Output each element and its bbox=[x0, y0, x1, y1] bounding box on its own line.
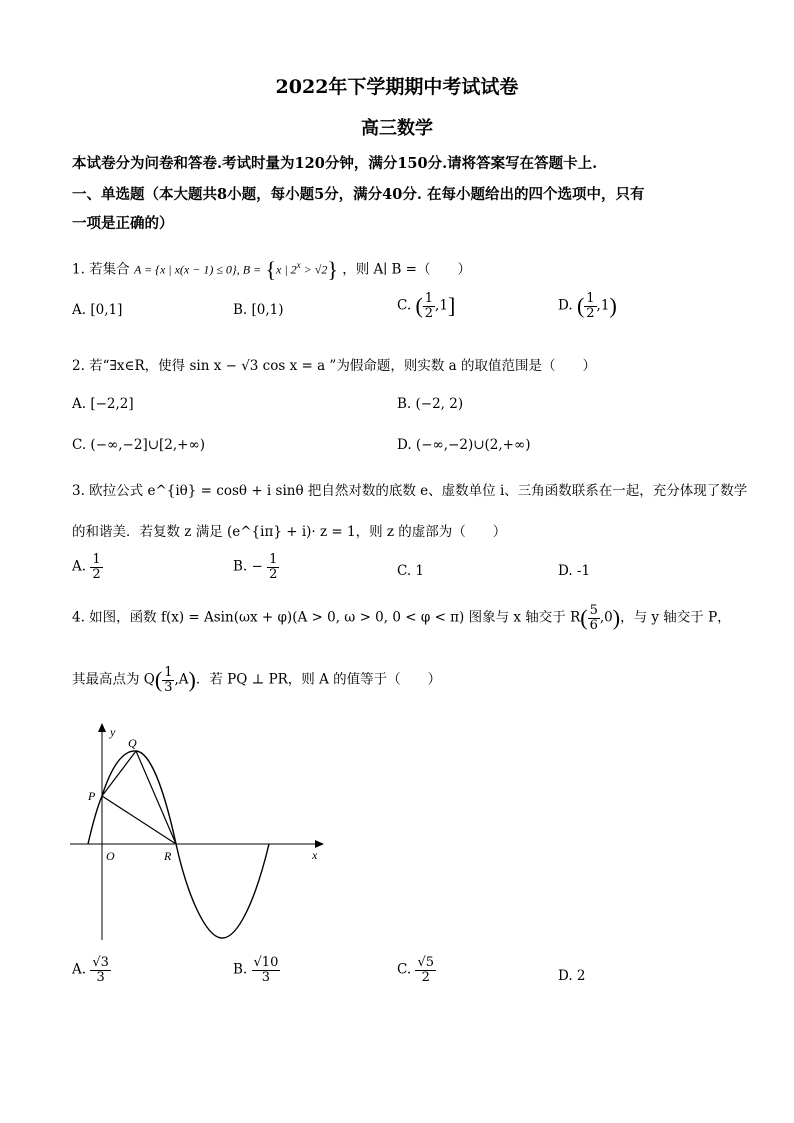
q4b-num: √10 bbox=[253, 955, 279, 970]
q3-option-d: D. -1 bbox=[558, 563, 591, 579]
q1-option-d: D. ( $\frac{1}{2}$ ,1) bbox=[558, 291, 617, 321]
page-subtitle: 高三数学 bbox=[361, 118, 433, 139]
label-x: x bbox=[312, 848, 318, 862]
question-4-stem-line2: 其最高点为 Q( $\frac{1}{3}$ ,A)．若 PQ ⊥ PR，则 A 的值等于（ ） bbox=[72, 665, 442, 695]
q1-brace-close: } bbox=[327, 257, 338, 282]
q3-option-b bbox=[233, 553, 279, 581]
label-r: R bbox=[164, 849, 172, 863]
q4-option-c bbox=[397, 956, 436, 984]
instructions: 本试卷分为问卷和答卷.考试时量为120分钟，满分150分.请将答案写在答题卡上. bbox=[72, 155, 598, 172]
q2-option-c: C. (−∞,−2]∪[2,+∞) bbox=[72, 437, 205, 453]
q1-math-b: x | 2 bbox=[276, 262, 297, 277]
segment-pr bbox=[102, 796, 176, 844]
q3b-den: 2 bbox=[269, 566, 278, 582]
q2-option-a: A. [−2,2] bbox=[72, 396, 134, 412]
q4-q-num: 1 bbox=[164, 665, 173, 680]
q1-brace-open: { bbox=[265, 257, 277, 282]
q1-math-exp: x bbox=[296, 260, 301, 270]
q3b-label: B. − bbox=[233, 558, 263, 575]
question-3-stem-line1: 3. 欧拉公式 e^{iθ} = cosθ + i sinθ 把自然对数的底数 e、虚数单位 i、三角函数联系在一起，充分体现了数学 bbox=[72, 483, 748, 499]
q4c-num: √5 bbox=[417, 955, 434, 970]
q1c-tail: ,1 bbox=[435, 297, 448, 314]
q1-prefix: 1. 若集合 bbox=[72, 261, 130, 278]
q4-r-den: 6 bbox=[589, 617, 598, 633]
q1-end: ，则 A∣ B =（ ） bbox=[342, 261, 471, 278]
q1-math: A = {x | x(x − 1) ≤ 0}, B = bbox=[133, 262, 262, 277]
q1-option-b: B. [0,1) bbox=[233, 302, 284, 318]
segment-pq bbox=[102, 751, 136, 796]
q1d-label: D. bbox=[558, 297, 573, 314]
q2-option-b: B. (−2, 2) bbox=[397, 396, 464, 412]
q3-option-c: C. 1 bbox=[397, 563, 425, 579]
q1d-tail: ,1 bbox=[596, 297, 610, 314]
q4-r-num: 5 bbox=[589, 603, 598, 618]
q3a-den: 2 bbox=[92, 566, 101, 582]
q4b-label: B. bbox=[233, 961, 248, 978]
q4-option-a bbox=[72, 956, 111, 984]
q4a-label: A. bbox=[72, 961, 87, 978]
q1d-num: 1 bbox=[586, 291, 595, 306]
label-y: y bbox=[110, 725, 116, 739]
q4-line1a: 4. 如图，函数 f(x) = Asin(ωx + φ)(A > 0, ω > 0, 0 < φ < π) 图象与 x 轴交于 R bbox=[72, 609, 581, 626]
x-axis-arrow bbox=[315, 840, 324, 848]
section-heading-cont: 一项是正确的） bbox=[72, 215, 174, 232]
q4b-den: 3 bbox=[261, 969, 271, 985]
question-4-stem-line1: 4. 如图，函数 f(x) = Asin(ωx + φ)(A > 0, ω > 0, 0 < φ < π) 图象与 x 轴交于 R( $\frac{5}{6}$ ,0)，与 y 轴交于 P， bbox=[72, 603, 731, 633]
question-2-stem: 2. 若“∃x∈R，使得 sin x − √3 cos x = a ”为假命题，则实数 a 的取值范围是（ ） bbox=[72, 358, 596, 374]
q4-option-d: D. 2 bbox=[558, 968, 586, 984]
q4-option-b bbox=[233, 956, 280, 984]
q1-option-a: A. [0,1] bbox=[72, 302, 123, 318]
question-1-stem bbox=[72, 257, 471, 283]
q1c-num: 1 bbox=[424, 291, 434, 306]
sine-graph-figure bbox=[66, 718, 336, 950]
q1c-den: 2 bbox=[424, 305, 434, 321]
q1-option-c: C. ( $\frac{1}{2}$ ,1] bbox=[397, 291, 456, 321]
page-title: 2022年下学期期中考试试卷 bbox=[275, 76, 519, 98]
q2-option-d: D. (−∞,−2)∪(2,+∞) bbox=[397, 437, 531, 453]
question-3-stem-line2: 的和谐美．若复数 z 满足 (e^{iπ} + i)· z = 1，则 z 的虚部为（ ） bbox=[72, 524, 507, 540]
q4-q-den: 3 bbox=[164, 679, 173, 695]
q4-line2a: 其最高点为 Q bbox=[72, 671, 155, 688]
q4-line2c: ．若 PQ ⊥ PR，则 A 的值等于（ ） bbox=[195, 671, 442, 688]
q4a-den: 3 bbox=[96, 969, 105, 985]
q4c-label: C. bbox=[397, 961, 412, 978]
q1-math-d: > √2 bbox=[300, 262, 328, 277]
q3a-label: A. bbox=[72, 558, 87, 575]
q3a-num: 1 bbox=[92, 552, 101, 567]
q4-line2b: ,A bbox=[174, 671, 189, 688]
q4-line1c: ，与 y 轴交于 P， bbox=[620, 609, 731, 626]
label-p: P bbox=[88, 789, 96, 803]
label-o: O bbox=[106, 849, 115, 863]
q4a-num: √3 bbox=[92, 955, 109, 970]
q4-line1b: ,0 bbox=[599, 609, 613, 626]
section-heading: 一、单选题（本大题共8小题，每小题5分，满分40分. 在每小题给出的四个选项中，只有 bbox=[72, 186, 645, 203]
q3-option-a bbox=[72, 553, 103, 581]
q4c-den: 2 bbox=[421, 969, 430, 985]
y-axis-arrow bbox=[98, 723, 106, 732]
q1c-label: C. bbox=[397, 297, 412, 314]
segment-qr bbox=[136, 751, 176, 844]
q1d-den: 2 bbox=[586, 305, 595, 321]
label-q: Q bbox=[128, 736, 137, 750]
q3b-num: 1 bbox=[269, 552, 278, 567]
